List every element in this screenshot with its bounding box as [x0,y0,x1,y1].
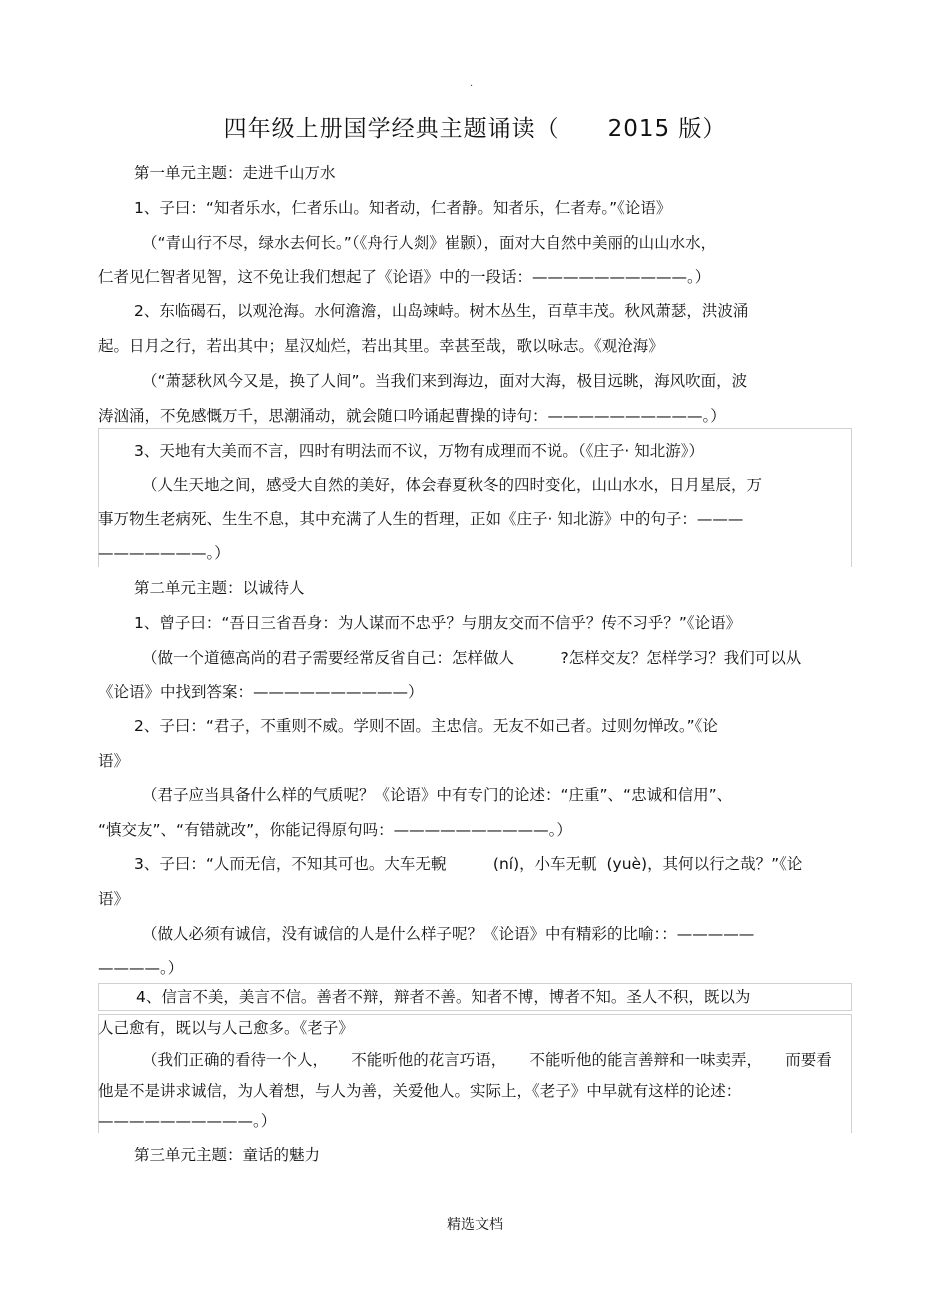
text-line: 事万物生老病死、生生不息，其中充满了人生的哲理，正如《庄子· 知北游》中的句子：——— [98,510,744,528]
text-line: （我们正确的看待一个人， 不能听他的花言巧语， 不能听他的能言善辩和一味卖弄， 而要看 [142,1051,832,1069]
text-line: 2、东临碣石，以观沧海。水何澹澹，山岛竦峙。树木丛生，百草丰茂。秋风萧瑟，洪波涌 [134,302,749,320]
text-line: （君子应当具备什么样的气质呢？《论语》中有专门的论述：“庄重”、“忠诚和信用”、 [142,786,733,804]
text-line: （做人必须有诚信，没有诚信的人是什么样子呢？《论语》中有精彩的比喻：：————— [142,925,755,943]
text-line: 2、子曰：“君子，不重则不威。学则不固。主忠信。无友不如己者。过则勿惮改。”《论 [134,717,718,735]
text-line: （做一个道德高尚的君子需要经常反省自己：怎样做人 ?怎样交友？怎样学习？我们可以从 [142,649,802,667]
unit-heading: 第二单元主题：以诚待人 [134,579,305,597]
text-line: ——————————。） [98,1112,277,1130]
unit-heading: 第三单元主题：童话的魅力 [134,1146,321,1164]
text-line: 仁者见仁智者见智，这不免让我们想起了《论语》中的一段话：——————————。） [98,268,711,286]
text-line: （“萧瑟秋风今又是，换了人间”。当我们来到海边，面对大海，极目远眺，海风吹面，波 [142,372,748,390]
text-line: ————。） [98,959,184,977]
text-line: 起。日月之行，若出其中；星汉灿烂，若出其里。幸甚至哉，歌以咏志。《观沧海》 [98,337,664,355]
text-line: 4、信言不美，美言不信。善者不辩，辩者不善。知者不博，博者不知。圣人不积，既以为 [136,988,751,1006]
text-line: 语》 [98,890,130,908]
text-line: 3、天地有大美而不言，四时有明法而不议，万物有成理而不说。（《庄子· 知北游》） [134,442,704,460]
text-line: 人己愈有，既以与人己愈多。《老子》 [98,1019,354,1037]
text-line: 他是不是讲求诚信，为人着想，与人为善，关爱他人。实际上，《老子》中早就有这样的论述： [98,1082,742,1100]
text-line: “慎交友”、“有错就改”，你能记得原句吗：——————————。） [98,821,572,839]
text-line: 1、子曰：“知者乐水，仁者乐山。知者动，仁者静。知者乐，仁者寿。”《论语》 [134,199,672,217]
text-line: 1、曾子曰：“吾日三省吾身：为人谋而不忠乎？与朋友交而不信乎？传不习乎？”《论语》 [134,614,742,632]
text-line: ———————。） [98,544,230,562]
text-line: 《论语》中找到答案：——————————） [98,683,424,701]
page-title: 四年级上册国学经典主题诵读（ 2015 版） [223,116,727,142]
text-line: （人生天地之间，感受大自然的美好，体会春夏秋冬的四时变化，山山水水，日月星辰，万 [142,476,763,494]
page-footer: 精选文档 [447,1217,503,1233]
text-line: （“青山行不尽，绿水去何长。”（《舟行人剡》崔颢），面对大自然中美丽的山山水水， [142,234,717,252]
text-line: 语》 [98,752,130,770]
text-line: 涛汹涌，不免感慨万千，思潮涌动，就会随口吟诵起曹操的诗句：——————————。） [98,407,726,425]
text-line: 3、子曰：“人而无信，不知其可也。大车无輗 (ní)，小车无軏 (yuè)，其何以行之哉？”《论 [134,855,803,873]
unit-heading: 第一单元主题：走进千山万水 [134,164,336,182]
header-dot: . [470,78,474,89]
